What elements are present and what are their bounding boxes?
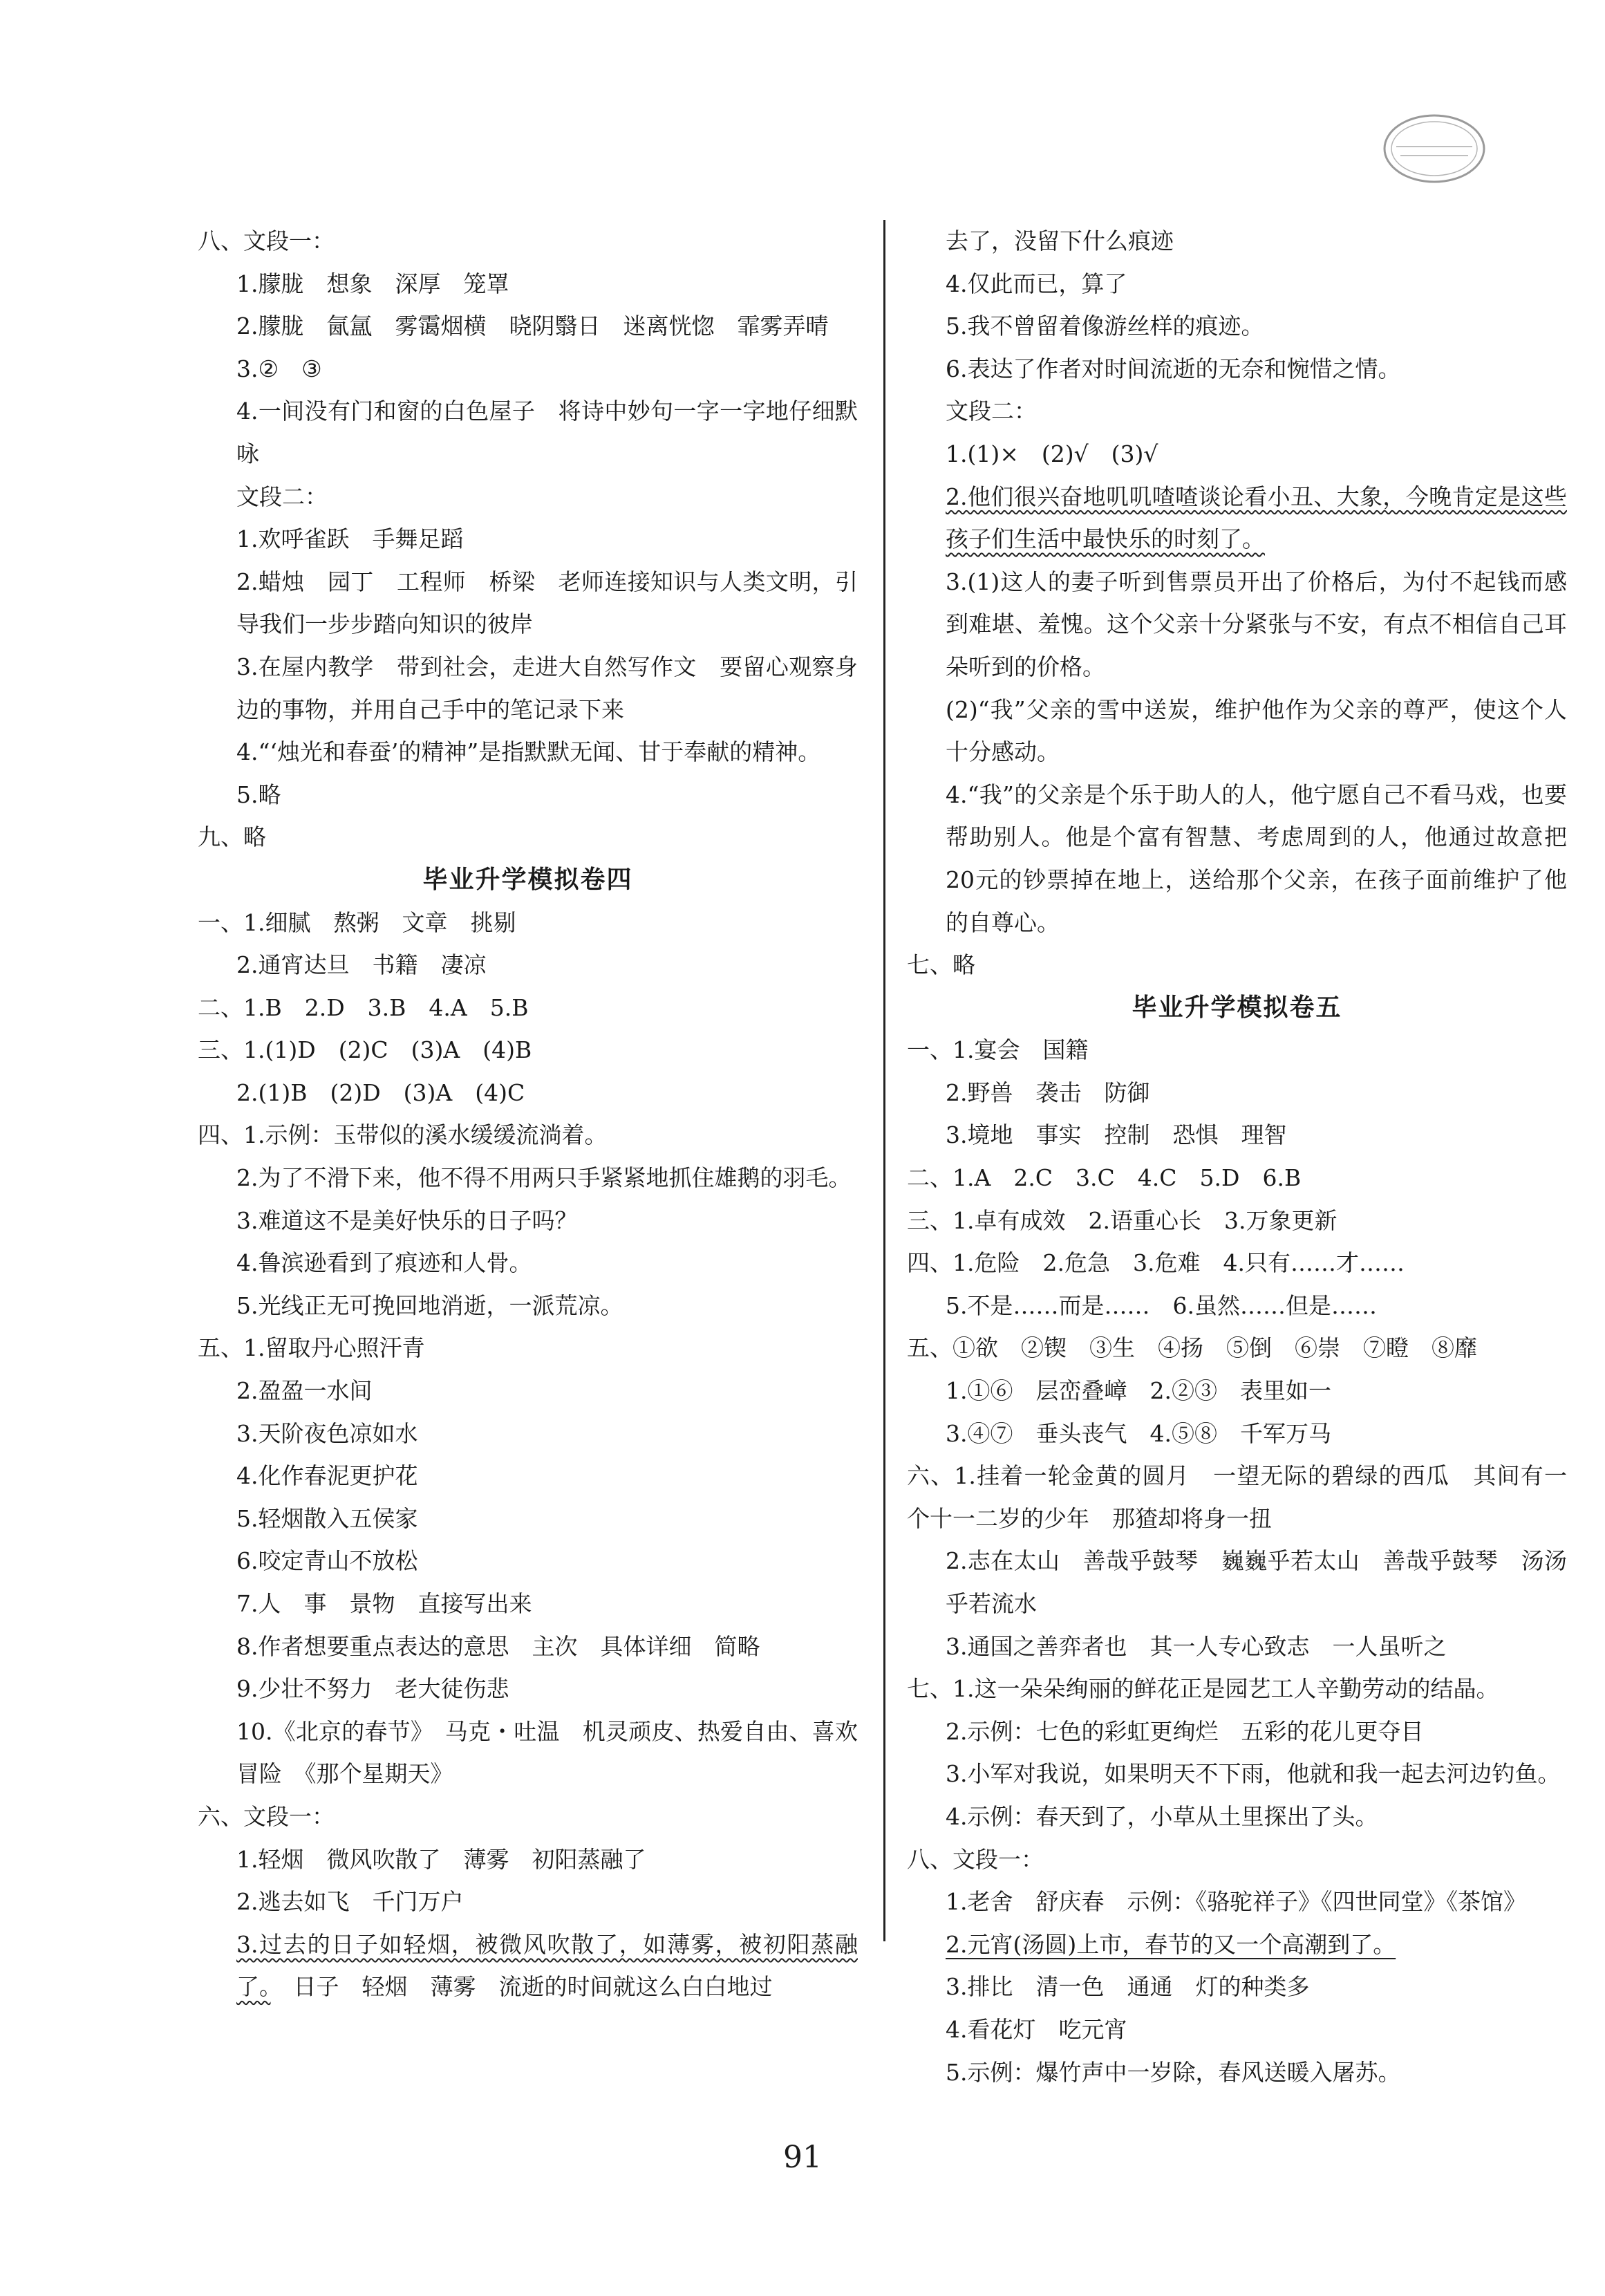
answer-line: 8.作者想要重点表达的意思 主次 具体详细 简略 [236, 1632, 760, 1660]
answer-line: 3.在屋内教学 带到社会，走进大自然写作文 要留心观察身边的事物，并用自己手中的笔记录下来 [236, 653, 858, 723]
answer-line: 4.“我”的父亲是个乐于助人的人，他宁愿自己不看马戏，也要帮助别人。他是个富有智慧、考虑周到的人，他通过故意把20元的钞票掉在地上，送给那个父亲，在孩子面前维护了他的自尊心。 [946, 781, 1567, 936]
answer-line [907, 1923, 1567, 1966]
answer-line: 2.野兽 袭击 防御 [946, 1079, 1150, 1106]
answer-line: 文段二： [946, 398, 1037, 425]
answer-line: 5.光线正无可挽回地消逝，一派荒凉。 [236, 1291, 623, 1319]
question-heading: 八、文段一： [907, 1845, 1044, 1873]
question-heading: 五、1.留取丹心照汗青 [198, 1334, 425, 1362]
answer-line: 5.我不曾留着像游丝样的痕迹。 [946, 312, 1264, 340]
question-heading: 一、1.宴会 国籍 [907, 1036, 1089, 1064]
answer-line: 2.通宵达旦 书籍 凄凉 [236, 951, 487, 979]
answer-line: 4.仅此而已，算了 [946, 270, 1127, 297]
answer-line: (2)“我”父亲的雪中送炭，维护他作为父亲的尊严，使这个人十分感动。 [946, 696, 1567, 766]
answer-line: 1.朦胧 想象 深厚 笼罩 [236, 270, 509, 297]
answer-line: 4.化作春泥更护花 [236, 1462, 418, 1490]
answer-line: 3.小军对我说，如果明天不下雨，他就和我一起去河边钓鱼。 [946, 1760, 1561, 1788]
answer-line: 2.示例：七色的彩虹更绚烂 五彩的花儿更夺目 [946, 1717, 1424, 1745]
question-heading: 三、1.(1)D (2)C (3)A (4)B [198, 1036, 532, 1064]
answer-line: 2.志在太山 善哉乎鼓琴 巍巍乎若太山 善哉乎鼓琴 汤汤乎若流水 [946, 1547, 1567, 1617]
answer-line: 2.朦胧 氤氲 雾霭烟横 晓阴翳日 迷离恍惚 霏雾弄晴 [236, 312, 829, 340]
answer-line: 5.略 [236, 781, 281, 808]
answer-line: 7.人 事 景物 直接写出来 [236, 1590, 532, 1617]
question-heading: 八、文段一： [198, 227, 335, 254]
answer-line: 2.蜡烛 园丁 工程师 桥梁 老师连接知识与人类文明，引导我们一步步踏向知识的彼岸 [236, 568, 858, 638]
answer-line: 2.(1)B (2)D (3)A (4)C [236, 1079, 525, 1106]
answer-line: 1.①⑥ 层峦叠嶂 2.②③ 表里如一 [946, 1377, 1331, 1405]
answer-line: 9.少壮不努力 老大徒伤悲 [236, 1675, 509, 1703]
answer-line: 4.示例：春天到了，小草从土里探出了头。 [946, 1802, 1378, 1830]
answer-line: 文段二： [236, 483, 328, 510]
answer-line: 3.排比 清一色 通通 灯的种类多 [946, 1973, 1310, 2001]
right-column [907, 220, 1567, 2093]
answer-text: 日子 轻烟 薄雾 流逝的时间就这么白白地过 [270, 1973, 773, 2001]
answer-line: 5.不是……而是…… 6.虽然……但是…… [946, 1291, 1377, 1319]
underlined-answer: 2.元宵(汤圆)上市，春节的又一个高潮到了。 [946, 1930, 1396, 1958]
question-heading: 三、1.卓有成效 2.语重心长 3.万象更新 [907, 1206, 1338, 1234]
question-heading: 四、1.示例：玉带似的溪水缓缓流淌着。 [198, 1121, 608, 1149]
question-heading: 二、1.B 2.D 3.B 4.A 5.B [198, 993, 529, 1021]
answer-line: 3.难道这不是美好快乐的日子吗？ [236, 1206, 578, 1234]
answer-line: 1.轻烟 微风吹散了 薄雾 初阳蒸融了 [236, 1845, 646, 1873]
question-heading: 二、1.A 2.C 3.C 4.C 5.D 6.B [907, 1164, 1302, 1192]
underlined-answer: 3.过去的日子如轻烟，被微风吹散了，如薄雾，被初阳蒸融了。 [236, 1930, 858, 2001]
stamp-logo [1376, 104, 1493, 194]
answer-line: 3.通国之善弈者也 其一人专心致志 一人虽听之 [946, 1632, 1447, 1660]
answer-line: 去了，没留下什么痕迹 [946, 227, 1174, 254]
answer-line: 4.“‘烛光和春蚕’的精神”是指默默无闻、甘于奉献的精神。 [236, 738, 821, 766]
underlined-answer: 2.他们很兴奋地叽叽喳喳谈论看小丑、大象，今晚肯定是这些孩子们生活中最快乐的时刻了。 [946, 483, 1567, 553]
answer-line [198, 1923, 858, 2008]
answer-line: 6.表达了作者对时间流逝的无奈和惋惜之情。 [946, 355, 1401, 382]
question-heading: 七、略 [907, 951, 975, 979]
answer-line: 1.(1)× (2)√ (3)√ [946, 440, 1158, 467]
answer-line: 2.盈盈一水间 [236, 1377, 373, 1405]
answer-line: 3.② ③ [236, 355, 322, 382]
answer-line: 3.境地 事实 控制 恐惧 理智 [946, 1121, 1287, 1149]
answer-line: 4.看花灯 吃元宵 [946, 2015, 1127, 2043]
answer-line: 2.逃去如飞 千门万户 [236, 1888, 464, 1916]
answer-line: 5.示例：爆竹声中一岁除，春风送暖入屠苏。 [946, 2058, 1401, 2086]
answer-line: 3.(1)这人的妻子听到售票员开出了价格后，为付不起钱而感到难堪、羞愧。这个父亲十分紧张与不安，有点不相信自己耳朵听到的价格。 [946, 568, 1567, 680]
answer-line: 6.咬定青山不放松 [236, 1547, 418, 1575]
column-divider [883, 220, 885, 1941]
question-heading: 九、略 [198, 823, 266, 851]
answer-line: 4.鲁滨逊看到了痕迹和人骨。 [236, 1249, 532, 1277]
answer-line: 1.欢呼雀跃 手舞足蹈 [236, 525, 464, 553]
answer-line: 10.《北京的春节》 马克・吐温 机灵顽皮、热爱自由、喜欢冒险 《那个星期天》 [236, 1717, 858, 1788]
answer-line: 1.老舍 舒庆春 示例：《骆驼祥子》《四世同堂》《茶馆》 [946, 1888, 1526, 1916]
answer-line: 3.④⑦ 垂头丧气 4.⑤⑧ 千军万马 [946, 1419, 1331, 1447]
answer-line: 2.为了不滑下来，他不得不用两只手紧紧地抓住雄鹅的羽毛。 [236, 1164, 852, 1192]
question-heading: 一、1.细腻 熬粥 文章 挑剔 [198, 908, 516, 936]
page-number: 91 [783, 2140, 822, 2175]
question-heading: 五、①欲 ②锲 ③生 ④扬 ⑤倒 ⑥崇 ⑦瞪 ⑧靡 [907, 1334, 1477, 1362]
answer-line: 5.轻烟散入五侯家 [236, 1504, 418, 1532]
answer-line [907, 476, 1567, 561]
question-heading: 六、1.挂着一轮金黄的圆月 一望无际的碧绿的西瓜 其间有一个十一二岁的少年 那猹却将身一扭 [907, 1462, 1567, 1532]
question-heading: 六、文段一： [198, 1802, 335, 1830]
question-heading: 七、1.这一朵朵绚丽的鲜花正是园艺工人辛勤劳动的结晶。 [907, 1675, 1499, 1703]
answer-line: 4.一间没有门和窗的白色屋子 将诗中妙句一字一字地仔细默咏 [236, 398, 858, 467]
section-title: 毕业升学模拟卷五 [1132, 993, 1342, 1022]
answer-line: 3.天阶夜色凉如水 [236, 1419, 418, 1447]
left-column [198, 220, 858, 2008]
question-heading: 四、1.危险 2.危急 3.危难 4.只有……才…… [907, 1249, 1405, 1277]
section-title: 毕业升学模拟卷四 [422, 865, 633, 894]
